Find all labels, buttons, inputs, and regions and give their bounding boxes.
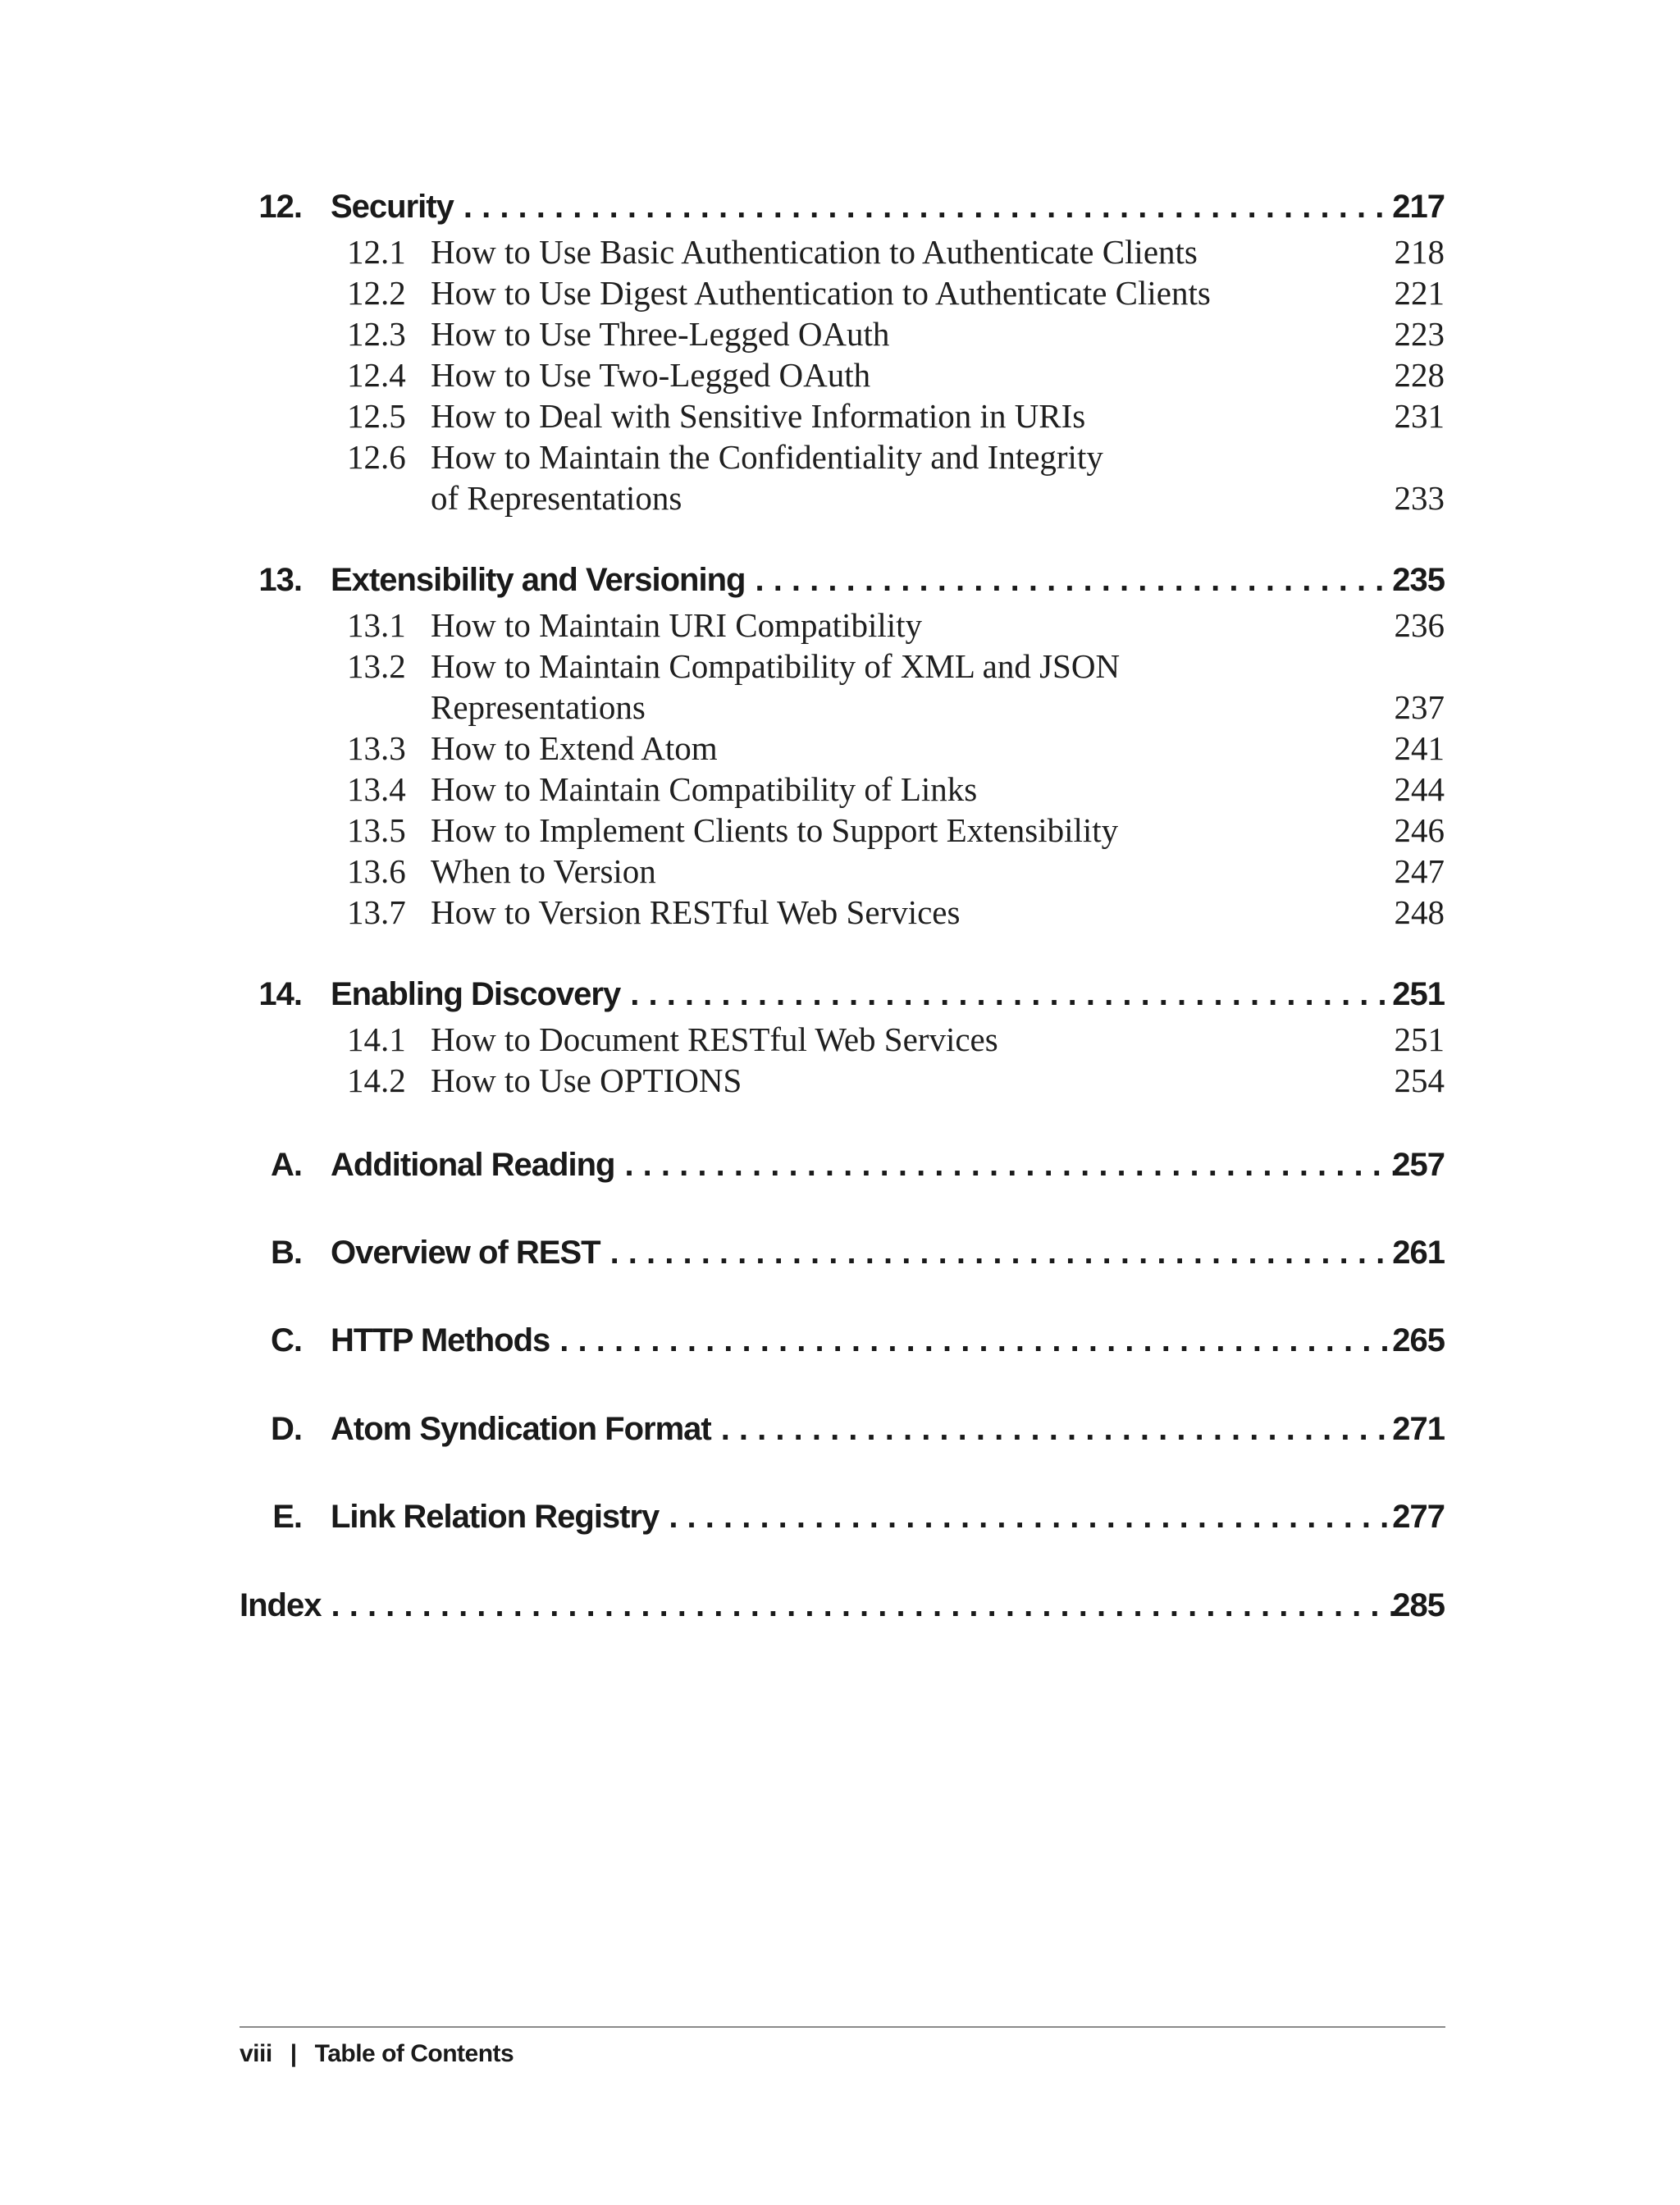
toc-chapter	[0, 555, 1680, 933]
toc-chapter-entry[interactable]	[0, 1492, 1680, 1541]
section-number: 13.1	[347, 606, 406, 644]
section-number: 13.6	[347, 852, 406, 890]
chapter-page-number: 217	[1392, 189, 1445, 225]
toc-chapter-entry[interactable]	[0, 1404, 1680, 1454]
section-page-number: 231	[1394, 397, 1445, 435]
section-title: How to Maintain Compatibility of Links	[431, 770, 978, 808]
chapter-number: 14.	[258, 976, 302, 1012]
toc-chapter-entry[interactable]	[0, 1316, 1680, 1365]
dot-leader	[624, 1140, 1396, 1189]
section-page-number: 228	[1394, 356, 1445, 394]
section-number: 12.5	[347, 397, 406, 435]
dot-leader	[559, 1316, 1396, 1365]
chapter-number: 12.	[258, 189, 302, 225]
dot-leader	[630, 970, 1396, 1019]
chapter-title: Additional Reading	[331, 1147, 615, 1183]
section-page-number: 248	[1394, 893, 1445, 931]
section-title: How to Implement Clients to Support Extensibility	[431, 811, 1119, 849]
section-title: How to Use Basic Authentication to Authenticate Clients	[431, 233, 1198, 271]
toc-chapter	[0, 970, 1680, 1101]
dot-leader	[610, 1228, 1396, 1277]
chapter-page-number: 285	[1392, 1587, 1445, 1623]
toc-chapter	[0, 1316, 1680, 1365]
section-number: 12.6	[347, 438, 406, 476]
chapter-number: 13.	[258, 562, 302, 598]
section-title: How to Extend Atom	[431, 729, 718, 767]
toc-chapter	[0, 1228, 1680, 1277]
toc-section-entry[interactable]	[0, 231, 1680, 272]
section-title: How to Use Three-Legged OAuth	[431, 315, 890, 353]
section-page-number: 246	[1394, 811, 1445, 849]
toc-chapter	[0, 1140, 1680, 1189]
toc-chapter-entry[interactable]	[0, 1140, 1680, 1189]
dot-leader	[331, 1581, 1396, 1630]
section-number: 13.3	[347, 729, 406, 767]
section-title: How to Maintain URI Compatibility	[431, 606, 923, 644]
toc-section-entry[interactable]	[0, 395, 1680, 436]
toc-section-entry[interactable]	[0, 646, 1680, 728]
toc-chapter-entry[interactable]	[0, 970, 1680, 1019]
section-title-continued: Representations	[431, 688, 646, 726]
section-number: 14.1	[347, 1020, 406, 1058]
chapter-title: Index	[240, 1587, 322, 1623]
toc-section-entry[interactable]	[0, 728, 1680, 769]
section-page-number: 221	[1394, 274, 1445, 312]
footer-page-number: viii	[240, 2040, 272, 2067]
chapter-title: Atom Syndication Format	[331, 1411, 711, 1447]
page-footer	[240, 2034, 514, 2074]
section-title: How to Use Two-Legged OAuth	[431, 356, 871, 394]
chapter-page-number: 251	[1392, 976, 1445, 1012]
toc-chapter	[0, 1492, 1680, 1541]
section-title: How to Maintain the Confidentiality and Integrity	[431, 438, 1103, 476]
dot-leader	[463, 182, 1396, 231]
dot-leader	[721, 1404, 1396, 1454]
toc-section-entry[interactable]	[0, 436, 1680, 518]
chapter-page-number: 235	[1392, 562, 1445, 598]
toc-chapter-entry[interactable]	[0, 1228, 1680, 1277]
chapter-number: E.	[272, 1499, 302, 1535]
section-number: 12.2	[347, 274, 406, 312]
chapter-title: HTTP Methods	[331, 1322, 550, 1358]
toc-section-entry[interactable]	[0, 354, 1680, 395]
section-number: 14.2	[347, 1061, 406, 1099]
chapter-number: B.	[271, 1235, 302, 1271]
chapter-page-number: 261	[1392, 1235, 1445, 1271]
chapter-number: D.	[271, 1411, 302, 1447]
toc-section-entry[interactable]	[0, 810, 1680, 851]
section-title: How to Version RESTful Web Services	[431, 893, 961, 931]
section-title: How to Maintain Compatibility of XML and JSON	[431, 647, 1121, 685]
chapter-title: Overview of REST	[331, 1235, 600, 1271]
section-number: 12.4	[347, 356, 406, 394]
toc-section-entry[interactable]	[0, 769, 1680, 810]
section-number: 13.4	[347, 770, 406, 808]
section-page-number: 237	[1394, 688, 1445, 726]
section-title: How to Use OPTIONS	[431, 1061, 742, 1099]
chapter-number: C.	[271, 1322, 302, 1358]
section-number: 13.2	[347, 647, 406, 685]
toc-chapter	[0, 1581, 1680, 1630]
chapter-page-number: 265	[1392, 1322, 1445, 1358]
chapter-number: A.	[271, 1147, 302, 1183]
chapter-page-number: 271	[1392, 1411, 1445, 1447]
section-page-number: 241	[1394, 729, 1445, 767]
toc-chapter-entry[interactable]	[0, 555, 1680, 605]
section-title: How to Document RESTful Web Services	[431, 1020, 998, 1058]
toc-section-entry[interactable]	[0, 1019, 1680, 1060]
section-number: 13.5	[347, 811, 406, 849]
footer-separator: |	[290, 2040, 297, 2067]
toc-chapter	[0, 182, 1680, 518]
section-page-number: 236	[1394, 606, 1445, 644]
footer-running-title: Table of Contents	[314, 2040, 514, 2067]
section-title: How to Deal with Sensitive Information in URIs	[431, 397, 1086, 435]
dot-leader	[669, 1492, 1396, 1541]
section-page-number: 223	[1394, 315, 1445, 353]
chapter-title: Security	[331, 189, 454, 225]
section-page-number: 244	[1394, 770, 1445, 808]
section-title: How to Use Digest Authentication to Authenticate Clients	[431, 274, 1211, 312]
section-page-number: 233	[1394, 479, 1445, 517]
section-title: When to Version	[431, 852, 656, 890]
toc-chapter-entry[interactable]	[0, 1581, 1680, 1630]
footer-rule	[240, 2026, 1445, 2028]
toc-chapter	[0, 1404, 1680, 1454]
section-title-continued: of Representations	[431, 479, 682, 517]
toc-section-entry[interactable]	[0, 272, 1680, 313]
section-number: 12.3	[347, 315, 406, 353]
dot-leader	[755, 555, 1396, 605]
section-number: 12.1	[347, 233, 406, 271]
toc-section-entry[interactable]	[0, 313, 1680, 354]
chapter-page-number: 257	[1392, 1147, 1445, 1183]
toc-section-entry[interactable]	[0, 1060, 1680, 1101]
section-page-number: 218	[1394, 233, 1445, 271]
toc-section-entry[interactable]	[0, 892, 1680, 933]
toc-chapter-entry[interactable]	[0, 182, 1680, 231]
toc-section-entry[interactable]	[0, 605, 1680, 646]
chapter-title: Link Relation Registry	[331, 1499, 660, 1535]
chapter-title: Extensibility and Versioning	[331, 562, 746, 598]
chapter-page-number: 277	[1392, 1499, 1445, 1535]
toc-section-entry[interactable]	[0, 851, 1680, 892]
section-page-number: 247	[1394, 852, 1445, 890]
section-number: 13.7	[347, 893, 406, 931]
section-page-number: 254	[1394, 1061, 1445, 1099]
section-page-number: 251	[1394, 1020, 1445, 1058]
chapter-title: Enabling Discovery	[331, 976, 621, 1012]
